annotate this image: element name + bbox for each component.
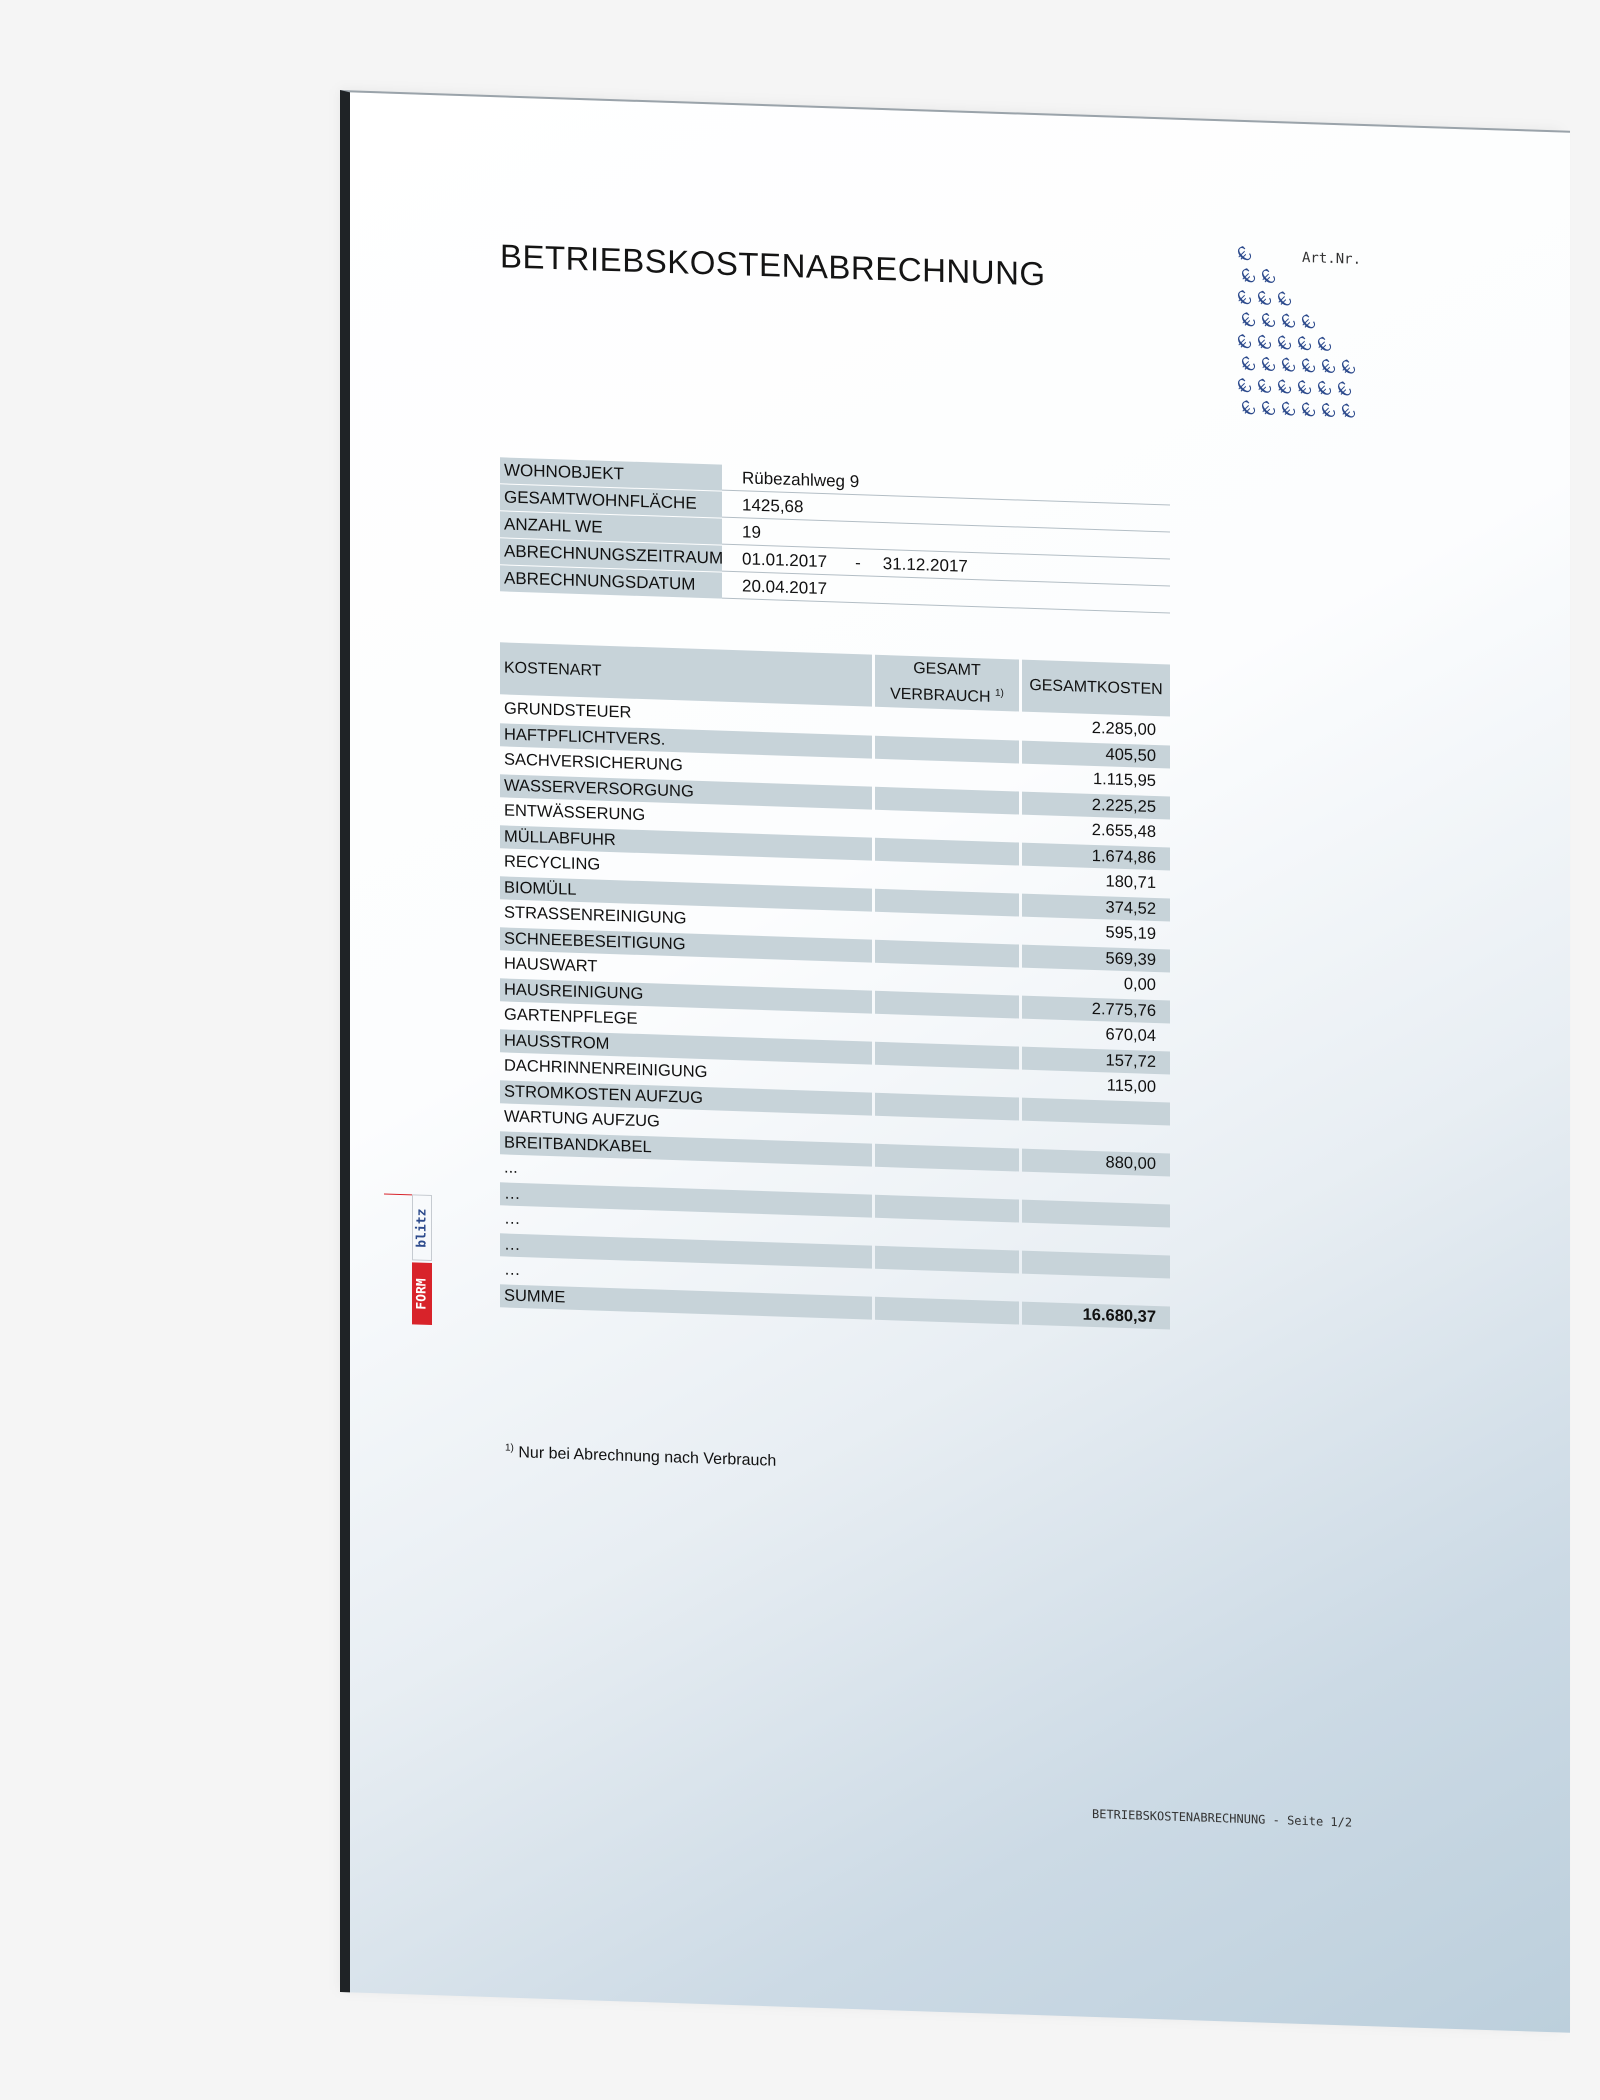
cost-name: BIOMÜLL: [500, 876, 872, 911]
euro-glyph-icon: €: [1311, 331, 1338, 358]
euro-glyph-icon: €: [1335, 398, 1362, 425]
cost-verbrauch: [875, 1016, 1019, 1044]
cost-amount: 2.775,76: [1022, 995, 1170, 1023]
cost-verbrauch: [875, 939, 1019, 967]
euro-glyph-icon: €: [1231, 284, 1258, 312]
euro-glyph-icon: €: [1255, 263, 1282, 290]
cost-verbrauch: [875, 1143, 1019, 1171]
header-verbrauch-line1: GESAMT: [913, 659, 981, 680]
document-title: BETRIEBSKOSTENABRECHNUNG: [500, 237, 1046, 293]
cost-name: SACHVERSICHERUNG: [504, 750, 683, 775]
euro-glyph-icon: €: [1295, 309, 1322, 336]
sum-value: 16.680,37: [1022, 1301, 1170, 1329]
cost-amount: [1022, 1123, 1170, 1151]
cost-name: HAUSREINIGUNG: [500, 978, 872, 1013]
info-value: 19: [722, 519, 1170, 560]
info-label: ABRECHNUNGSDATUM: [500, 565, 722, 598]
cost-name: DACHRINNENREINIGUNG: [504, 1056, 708, 1082]
euro-glyph-icon: €: [1251, 285, 1278, 312]
cost-name: STRASSENREINIGUNG: [504, 903, 687, 928]
cost-verbrauch: [875, 1245, 1019, 1273]
cost-name: STROMKOSTEN AUFZUG: [500, 1080, 872, 1115]
cost-name: RECYCLING: [504, 852, 601, 874]
cost-amount: 595,19: [1105, 923, 1156, 944]
cost-verbrauch: [875, 888, 1019, 916]
cost-name: …: [504, 1209, 521, 1228]
cost-amount: 569,39: [1022, 944, 1170, 972]
cost-verbrauch: [875, 812, 1019, 840]
cost-verbrauch: [875, 1067, 1019, 1095]
info-value: 1425,68: [722, 492, 1170, 533]
cost-amount: 115,00: [1106, 1076, 1156, 1097]
cost-verbrauch: [875, 990, 1019, 1018]
cost-verbrauch: [875, 1118, 1019, 1146]
euro-glyph-icon: €: [1295, 353, 1322, 380]
euro-glyph-icon: €: [1255, 307, 1282, 334]
euro-glyph-icon: €: [1275, 308, 1302, 335]
euro-glyph-icon: €: [1231, 328, 1258, 356]
cost-amount: 670,04: [1105, 1025, 1156, 1046]
euro-glyph-icon: €: [1235, 307, 1262, 334]
euro-glyph-icon: €: [1331, 376, 1358, 403]
logo-red-line: [384, 1193, 412, 1195]
cost-verbrauch: [875, 1092, 1019, 1120]
euro-glyph-icon: €: [1251, 373, 1278, 400]
period-from: 01.01.2017: [742, 549, 828, 572]
cost-name: …: [500, 1182, 872, 1217]
euro-glyph-icon: €: [1275, 396, 1302, 423]
cost-name: …: [500, 1233, 872, 1268]
info-label: ANZAHL WE: [500, 511, 722, 544]
info-label: WOHNOBJEKT: [500, 457, 722, 490]
euro-glyph-icon: €: [1235, 351, 1262, 378]
cost-amount: [1022, 1276, 1170, 1304]
cost-verbrauch: [875, 863, 1019, 891]
formblitz-logo: [412, 1194, 432, 1325]
cost-rows: [500, 697, 1170, 1303]
euro-glyph-icon: €: [1335, 354, 1362, 381]
cost-verbrauch: [875, 837, 1019, 865]
info-block: [500, 457, 1170, 614]
cost-amount: 1.115,95: [1092, 769, 1156, 791]
logo-form-text: FORM: [412, 1262, 432, 1325]
cost-verbrauch: [875, 710, 1019, 738]
footnote-marker: 1): [995, 687, 1004, 699]
cost-verbrauch: [875, 1194, 1019, 1222]
header-verbrauch-line2: VERBRAUCH: [890, 685, 991, 706]
cost-amount: 405,50: [1022, 740, 1170, 768]
period-to: 31.12.2017: [882, 554, 968, 576]
euro-glyph-icon: €: [1235, 395, 1262, 422]
cost-verbrauch: [875, 965, 1019, 993]
cost-name: HAUSSTROM: [500, 1029, 872, 1064]
cost-verbrauch: [875, 1041, 1019, 1069]
cost-amount: [1022, 1174, 1170, 1202]
euro-glyph-icon: €: [1271, 374, 1298, 401]
cost-name: BREITBANDKABEL: [500, 1131, 872, 1166]
footnote-text: Nur bei Abrechnung nach Verbrauch: [518, 1444, 777, 1470]
euro-glyph-icon: €: [1295, 397, 1322, 424]
logo-blitz-text: blitz: [412, 1194, 432, 1261]
header-verbrauch: [875, 655, 1019, 712]
euro-glyph-icon: €: [1275, 352, 1302, 379]
euro-glyph-icon: €: [1231, 240, 1258, 268]
cost-amount: [1022, 1097, 1170, 1125]
euro-glyph-icon: €: [1271, 330, 1298, 357]
cost-verbrauch: [875, 1169, 1019, 1197]
cost-verbrauch: [875, 914, 1019, 942]
cost-name: ...: [504, 1158, 518, 1177]
cost-name: GARTENPFLEGE: [504, 1005, 638, 1028]
cost-amount: 2.225,25: [1022, 791, 1170, 819]
info-label: GESAMTWOHNFLÄCHE: [500, 484, 722, 517]
document-content: [350, 92, 1570, 2032]
cost-amount: 2.285,00: [1091, 718, 1156, 740]
cost-name: GRUNDSTEUER: [504, 699, 632, 722]
cost-amount: 880,00: [1022, 1148, 1170, 1176]
cost-verbrauch: [875, 735, 1019, 763]
euro-glyph-icon: €: [1291, 330, 1318, 358]
cost-name: SCHNEEBESEITIGUNG: [500, 927, 872, 962]
cost-verbrauch: [875, 1271, 1019, 1299]
euro-glyph-icon: €: [1315, 353, 1342, 380]
article-number: Art.Nr.: [1302, 249, 1362, 268]
cost-name: HAFTPFLICHTVERS.: [500, 723, 872, 758]
cost-amount: 374,52: [1022, 893, 1170, 921]
period-dash: -: [855, 553, 861, 573]
euro-glyph-icon: €: [1255, 351, 1282, 378]
cost-amount: 180,71: [1105, 872, 1156, 893]
cost-name: HAUSWART: [504, 954, 598, 976]
cost-amount: [1022, 1250, 1170, 1278]
cost-verbrauch: [875, 761, 1019, 789]
euro-glyph-icon: €: [1311, 375, 1338, 402]
cost-amount: 1.674,86: [1022, 842, 1170, 870]
euro-glyph-icon: €: [1271, 286, 1298, 313]
cost-verbrauch: [875, 786, 1019, 814]
euro-glyph-icon: €: [1251, 329, 1278, 356]
cost-amount: [1022, 1225, 1170, 1253]
footnote-mark: 1): [505, 1442, 514, 1454]
cost-amount: 157,72: [1022, 1046, 1170, 1074]
document-sheet: [340, 90, 1570, 2033]
cost-name: ENTWÄSSERUNG: [504, 801, 646, 825]
euro-pattern-logo: [1230, 232, 1370, 457]
cost-name: MÜLLABFUHR: [500, 825, 872, 860]
cost-verbrauch: [875, 1220, 1019, 1248]
sum-verbrauch: [875, 1296, 1019, 1324]
euro-glyph-icon: €: [1315, 397, 1342, 424]
header-gesamtkosten: GESAMTKOSTEN: [1022, 660, 1170, 717]
info-label: ABRECHNUNGSZEITRAUM: [500, 538, 722, 571]
page-footer: BETRIEBSKOSTENABRECHNUNG - Seite 1/2: [1092, 1806, 1353, 1830]
info-value: 20.04.2017: [722, 573, 1170, 614]
cost-amount: 2.655,48: [1091, 820, 1156, 842]
cost-amount: [1022, 1199, 1170, 1227]
euro-glyph-icon: €: [1235, 263, 1262, 290]
header-kostenart: KOSTENART: [500, 642, 872, 706]
footnote: [505, 1442, 776, 1470]
cost-name: …: [504, 1260, 521, 1279]
cost-table: [500, 642, 1170, 1331]
cost-name: WASSERVERSORGUNG: [500, 774, 872, 809]
sum-label: SUMME: [500, 1284, 872, 1319]
info-value: Rübezahlweg 9: [722, 465, 1170, 506]
euro-glyph-icon: €: [1255, 395, 1282, 422]
euro-glyph-icon: €: [1231, 372, 1258, 400]
cost-name: WARTUNG AUFZUG: [504, 1107, 660, 1131]
euro-glyph-icon: €: [1291, 374, 1318, 402]
cost-amount: 0,00: [1123, 975, 1156, 995]
